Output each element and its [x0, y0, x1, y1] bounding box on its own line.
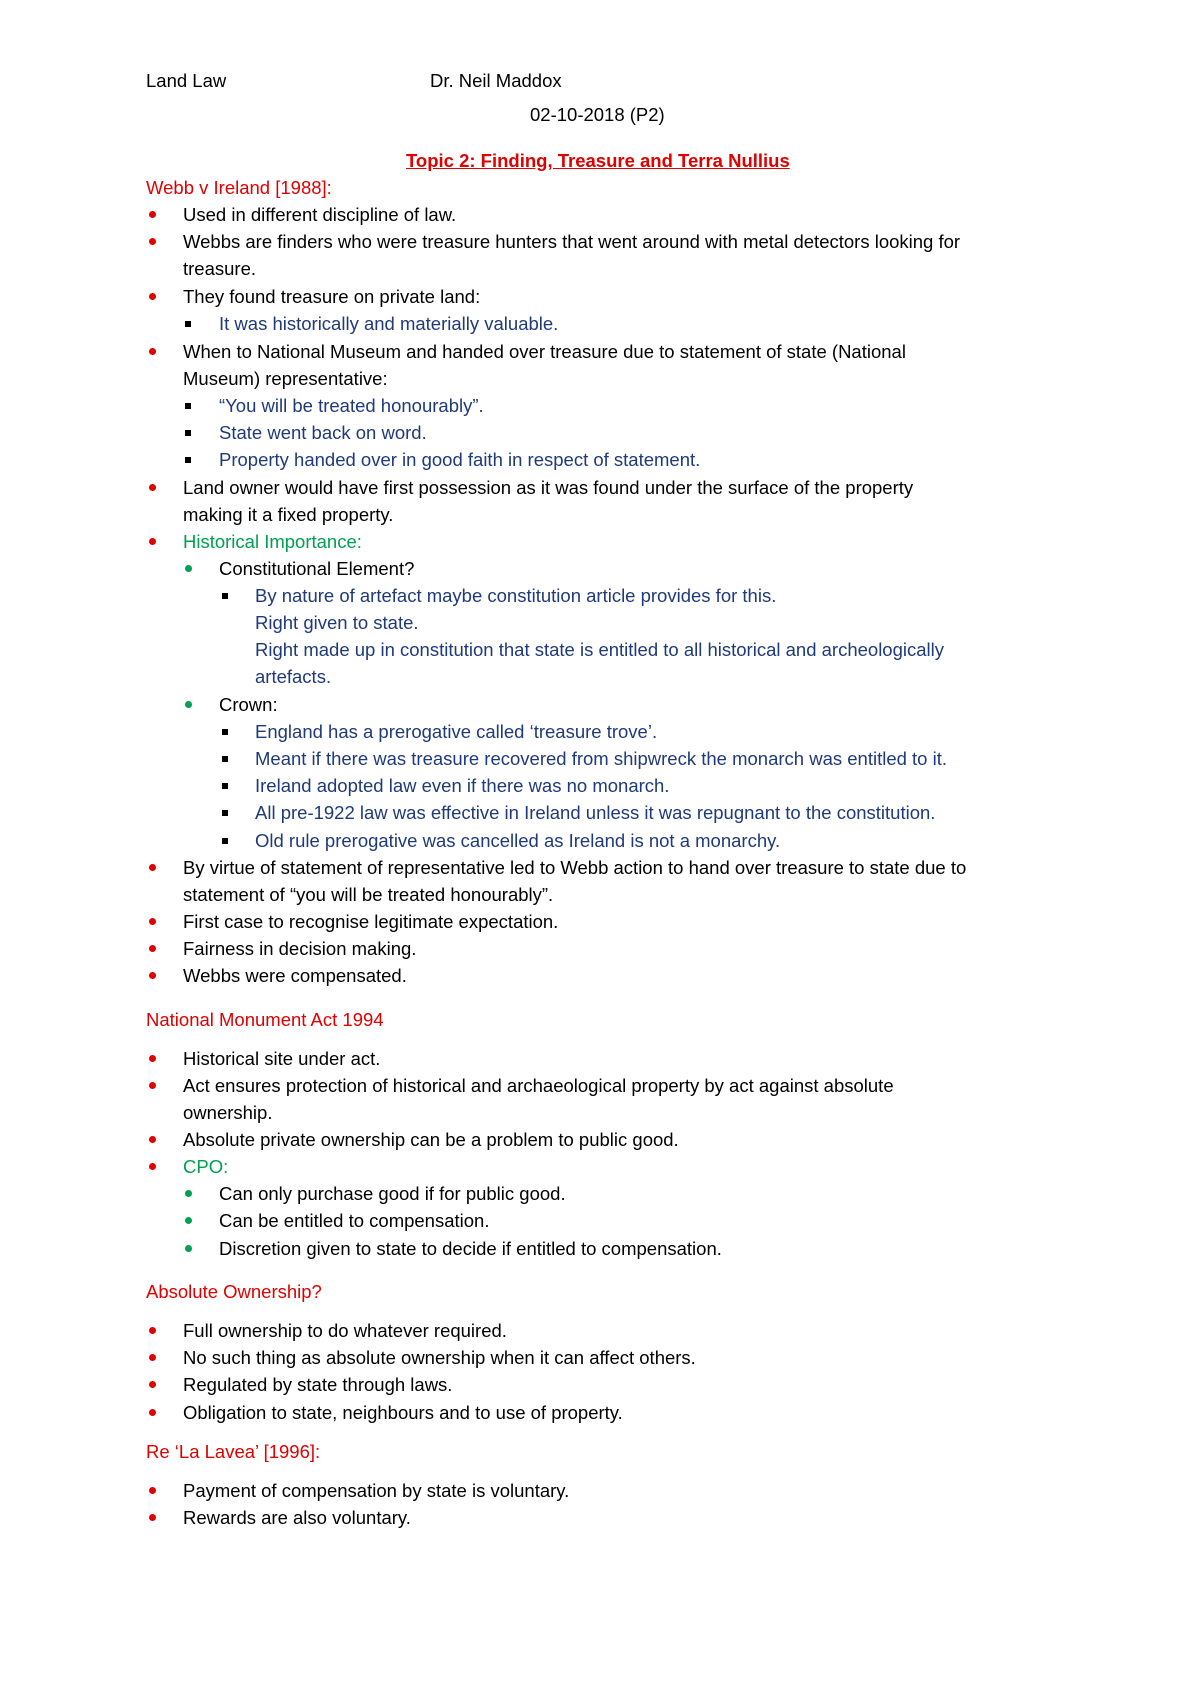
sub-sub-list-item-text: Old rule prerogative was cancelled as Ireland is not a monarchy. — [255, 830, 781, 851]
sub-sub-list-item-text: Meant if there was treasure recovered from shipwreck the monarch was entitled to it. — [255, 748, 947, 769]
green-bullet-icon — [185, 1245, 192, 1252]
bullet-icon — [149, 1327, 156, 1334]
bullet-icon — [149, 211, 156, 218]
bullet-icon — [149, 1055, 156, 1062]
sub-sub-list-item-text: artefacts. — [255, 666, 332, 687]
list-item-text: Regulated by state through laws. — [183, 1374, 453, 1395]
list-item-text: Used in different discipline of law. — [183, 204, 457, 225]
sub-sub-list-item-text: All pre-1922 law was effective in Ireland unless it was repugnant to the constitution. — [255, 802, 936, 823]
list-item-text: Full ownership to do whatever required. — [183, 1320, 507, 1341]
list-item-text: Rewards are also voluntary. — [183, 1507, 411, 1528]
list-item-text: Webbs were compensated. — [183, 965, 407, 986]
section-heading-text: Absolute Ownership? — [146, 1281, 322, 1302]
list-item-text: Historical Importance: — [183, 531, 362, 552]
section-heading-text: National Monument Act 1994 — [146, 1009, 384, 1030]
list-item-text: treasure. — [183, 258, 257, 279]
list-item-text: Act ensures protection of historical and archaeological property by act against absolute — [183, 1075, 894, 1096]
lecture-date: 02-10-2018 (P2) — [530, 104, 665, 125]
square-bullet-icon — [222, 729, 228, 735]
list-item-text: First case to recognise legitimate expectation. — [183, 911, 559, 932]
square-bullet-icon — [222, 838, 228, 844]
sub-list-item-text: It was historically and materially valuable. — [219, 313, 559, 334]
list-item-text: Obligation to state, neighbours and to use of property. — [183, 1402, 623, 1423]
square-bullet-icon — [185, 321, 191, 327]
course-name: Land Law — [146, 70, 227, 91]
bullet-icon — [149, 1487, 156, 1494]
square-bullet-icon — [222, 593, 228, 599]
bullet-icon — [149, 1136, 156, 1143]
list-item-text: When to National Museum and handed over treasure due to statement of state (National — [183, 341, 906, 362]
sub-list-item-text: Property handed over in good faith in respect of statement. — [219, 449, 701, 470]
list-item-text: By virtue of statement of representative led to Webb action to hand over treasure to state due to — [183, 857, 967, 878]
lecturer-name: Dr. Neil Maddox — [430, 70, 562, 91]
square-bullet-icon — [222, 783, 228, 789]
list-item-text: Webbs are finders who were treasure hunters that went around with metal detectors looking for — [183, 231, 961, 252]
sub-list-item-text: Can be entitled to compensation. — [219, 1210, 490, 1231]
list-item-text: CPO: — [183, 1156, 229, 1177]
square-bullet-icon — [185, 430, 191, 436]
list-item-text: Historical site under act. — [183, 1048, 381, 1069]
bullet-icon — [149, 1082, 156, 1089]
sub-sub-list-item-text: Right made up in constitution that state is entitled to all historical and archeologically — [255, 639, 944, 660]
list-item-text: Land owner would have first possession as it was found under the surface of the property — [183, 477, 914, 498]
sub-list-item-text: Crown: — [219, 694, 278, 715]
list-item-text: Payment of compensation by state is voluntary. — [183, 1480, 570, 1501]
list-item-text: statement of “you will be treated honourably”. — [183, 884, 554, 905]
green-bullet-icon — [185, 565, 192, 572]
bullet-icon — [149, 484, 156, 491]
sub-sub-list-item-text: By nature of artefact maybe constitution article provides for this. — [255, 585, 777, 606]
green-bullet-icon — [185, 1190, 192, 1197]
list-item-text: making it a fixed property. — [183, 504, 394, 525]
sub-sub-list-item-text: England has a prerogative called ‘treasure trove’. — [255, 721, 658, 742]
bullet-icon — [149, 864, 156, 871]
bullet-icon — [149, 918, 156, 925]
sub-sub-list-item-text: Right given to state. — [255, 612, 419, 633]
sub-sub-list-item-text: Ireland adopted law even if there was no monarch. — [255, 775, 670, 796]
list-item-text: Fairness in decision making. — [183, 938, 417, 959]
page-title: Topic 2: Finding, Treasure and Terra Nullius — [406, 150, 790, 171]
bullet-icon — [149, 348, 156, 355]
list-item-text: No such thing as absolute ownership when it can affect others. — [183, 1347, 696, 1368]
bullet-icon — [149, 1409, 156, 1416]
bullet-icon — [149, 1381, 156, 1388]
bullet-icon — [149, 238, 156, 245]
bullet-icon — [149, 945, 156, 952]
list-item-text: Absolute private ownership can be a problem to public good. — [183, 1129, 679, 1150]
sub-list-item-text: “You will be treated honourably”. — [219, 395, 484, 416]
square-bullet-icon — [222, 810, 228, 816]
square-bullet-icon — [222, 756, 228, 762]
square-bullet-icon — [185, 457, 191, 463]
green-bullet-icon — [185, 701, 192, 708]
bullet-icon — [149, 293, 156, 300]
bullet-icon — [149, 1163, 156, 1170]
sub-list-item-text: Constitutional Element? — [219, 558, 415, 579]
bullet-icon — [149, 1514, 156, 1521]
sub-list-item-text: Discretion given to state to decide if entitled to compensation. — [219, 1238, 722, 1259]
list-item-text: Museum) representative: — [183, 368, 388, 389]
sub-list-item-text: Can only purchase good if for public good. — [219, 1183, 566, 1204]
bullet-icon — [149, 538, 156, 545]
section-heading-text: Webb v Ireland [1988]: — [146, 177, 332, 198]
section-heading-text: Re ‘La Lavea’ [1996]: — [146, 1441, 321, 1462]
green-bullet-icon — [185, 1217, 192, 1224]
bullet-icon — [149, 1354, 156, 1361]
list-item-text: They found treasure on private land: — [183, 286, 481, 307]
bullet-icon — [149, 972, 156, 979]
list-item-text: ownership. — [183, 1102, 273, 1123]
square-bullet-icon — [185, 403, 191, 409]
sub-list-item-text: State went back on word. — [219, 422, 427, 443]
